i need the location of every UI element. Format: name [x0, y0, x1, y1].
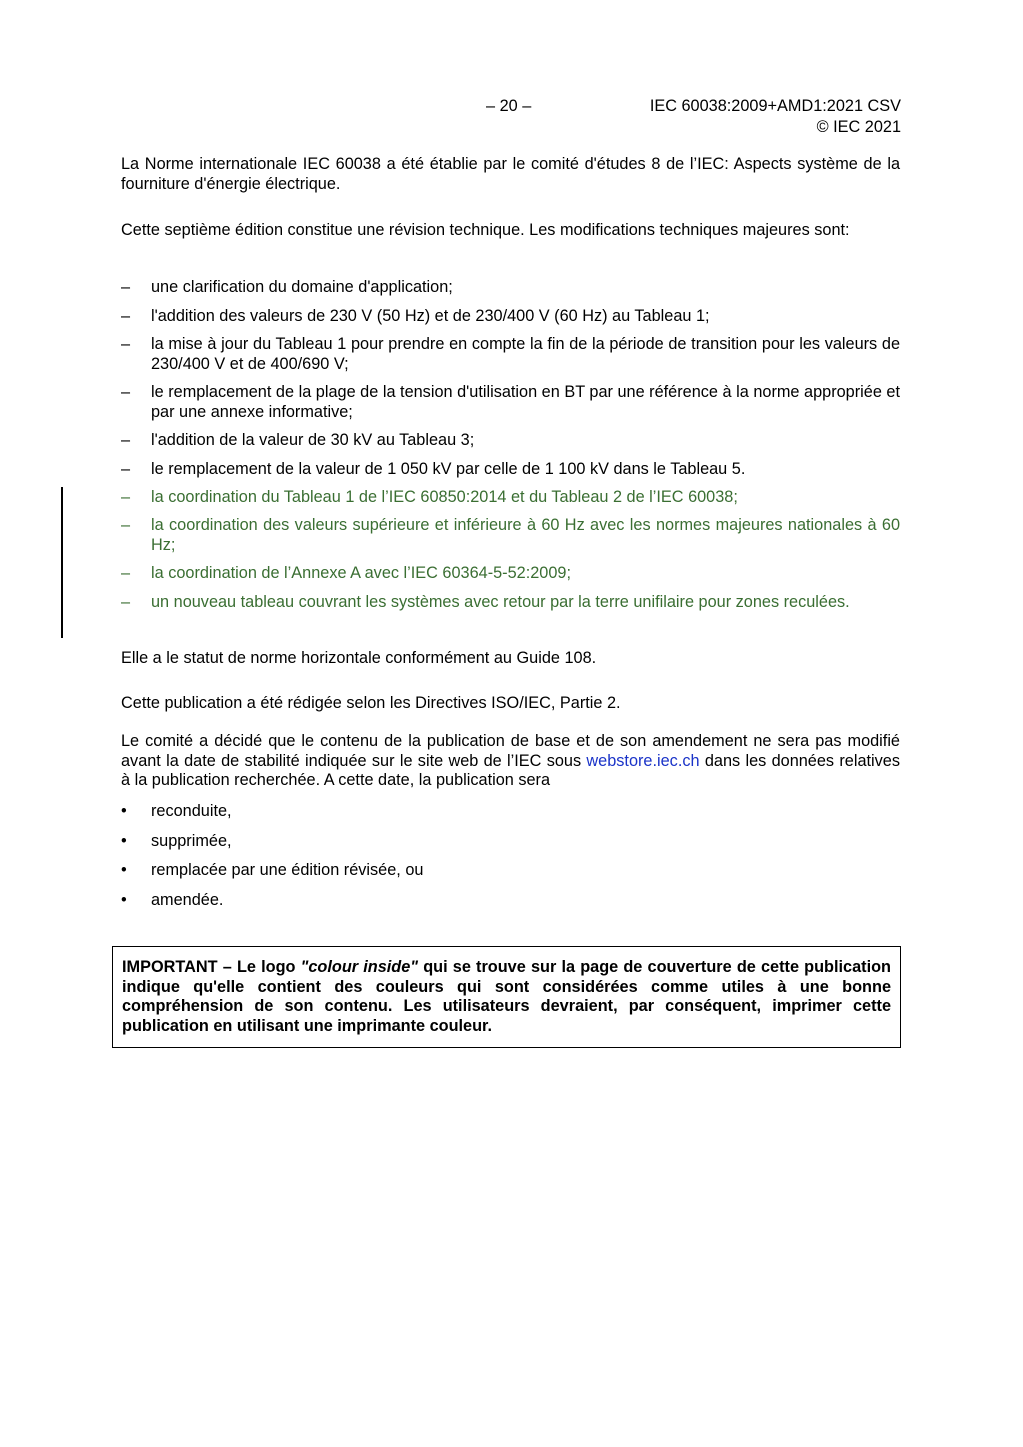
edition-paragraph: Cette septième édition constitue une révision technique. Les modifications techniques majeures sont: — [121, 221, 850, 239]
page-header — [121, 97, 901, 137]
list-item — [121, 383, 900, 422]
dash-marker: – — [121, 564, 131, 582]
amended-list-item — [121, 488, 900, 508]
document-id: IEC 60038:2009+AMD1:2021 CSV — [649, 97, 901, 115]
amended-list-item — [121, 516, 900, 555]
important-notice-box — [112, 946, 901, 1048]
dash-marker: – — [121, 307, 131, 325]
dash-marker: – — [121, 488, 131, 506]
list-item-text: la coordination de l’Annexe A avec l’IEC 60364-5-52:2009; — [151, 564, 571, 582]
list-item-text: la coordination du Tableau 1 de l’IEC 60850:2014 et du Tableau 2 de l’IEC 60038; — [151, 488, 738, 506]
list-item-text: un nouveau tableau couvrant les systèmes avec retour par la terre unifilaire pour zones reculées. — [151, 593, 850, 611]
list-item — [121, 278, 900, 298]
list-item-text: le remplacement de la valeur de 1 050 kV par celle de 1 100 kV dans le Tableau 5. — [151, 460, 746, 478]
list-item — [121, 891, 900, 911]
dash-marker: – — [121, 460, 131, 478]
list-item-text: remplacée par une édition révisée, ou — [151, 861, 424, 879]
list-item-text: la mise à jour du Tableau 1 pour prendre en compte la fin de la période de transition pour les valeurs de 230/400 V et de 400/690 V; — [151, 335, 900, 373]
list-item-text: le remplacement de la plage de la tension d'utilisation en BT par une référence à la norme appropriée et par une annexe informative; — [151, 383, 900, 421]
list-item — [121, 861, 900, 881]
list-item — [121, 832, 900, 852]
amended-list-item — [121, 564, 900, 584]
bullet-marker: • — [121, 861, 127, 879]
stability-text-after: dans les données relatives à la publication recherchée. A cette date, la publication sera — [121, 751, 900, 789]
list-item-text: la coordination des valeurs supérieure et inférieure à 60 Hz avec les normes majeures nationales à 60 Hz; — [151, 516, 900, 554]
bullet-marker: • — [121, 891, 127, 909]
stability-paragraph — [121, 732, 900, 791]
directives-paragraph: Cette publication a été rédigée selon les Directives ISO/IEC, Partie 2. — [121, 694, 621, 712]
dash-marker: – — [121, 278, 131, 296]
dash-marker: – — [121, 516, 131, 534]
dash-marker: – — [121, 335, 131, 353]
dash-marker: – — [121, 593, 131, 611]
amended-list-item — [121, 593, 900, 613]
page-number: – 20 – — [486, 97, 532, 115]
stability-text-before: Le comité a décidé que le contenu de la publication de base et de son amendement ne sera pas modifié avant la date de stabilité indiquée sur le site web de l’IEC sous — [121, 732, 900, 770]
list-item — [121, 460, 900, 480]
list-item — [121, 802, 900, 822]
dash-marker: – — [121, 431, 131, 449]
notice-text: qui se trouve sur la page de couverture de cette publication indique qu'elle contient des couleurs qui sont considérées comme utiles à une bonne compréhension de son contenu. Les utilisateurs devraient, par conséquent, imprimer cette publication en utilisant une imprimante couleur. — [122, 958, 891, 1035]
list-item — [121, 307, 900, 327]
list-item-text: reconduite, — [151, 802, 232, 820]
list-item-text: l'addition de la valeur de 30 kV au Tableau 3; — [151, 431, 475, 449]
list-item — [121, 431, 900, 451]
notice-lead: IMPORTANT – Le logo — [122, 958, 301, 976]
list-item — [121, 335, 900, 374]
list-item-text: amendée. — [151, 891, 224, 909]
intro-paragraph: La Norme internationale IEC 60038 a été établie par le comité d'études 8 de l’IEC: Aspects système de la fourniture d'énergie électrique. — [121, 155, 900, 193]
list-item-text: l'addition des valeurs de 230 V (50 Hz) et de 230/400 V (60 Hz) au Tableau 1; — [151, 307, 710, 325]
bullet-marker: • — [121, 802, 127, 820]
webstore-link[interactable]: webstore.iec.ch — [586, 751, 700, 770]
horizontal-standard-paragraph: Elle a le statut de norme horizontale conformément au Guide 108. — [121, 649, 597, 667]
list-item-text: une clarification du domaine d'application; — [151, 278, 453, 296]
list-item-text: supprimée, — [151, 832, 232, 850]
bullet-marker: • — [121, 832, 127, 850]
dash-marker: – — [121, 383, 131, 401]
change-bar — [61, 487, 63, 638]
colour-inside-logo-name: "colour inside" — [300, 958, 419, 976]
copyright-notice: © IEC 2021 — [816, 118, 901, 136]
